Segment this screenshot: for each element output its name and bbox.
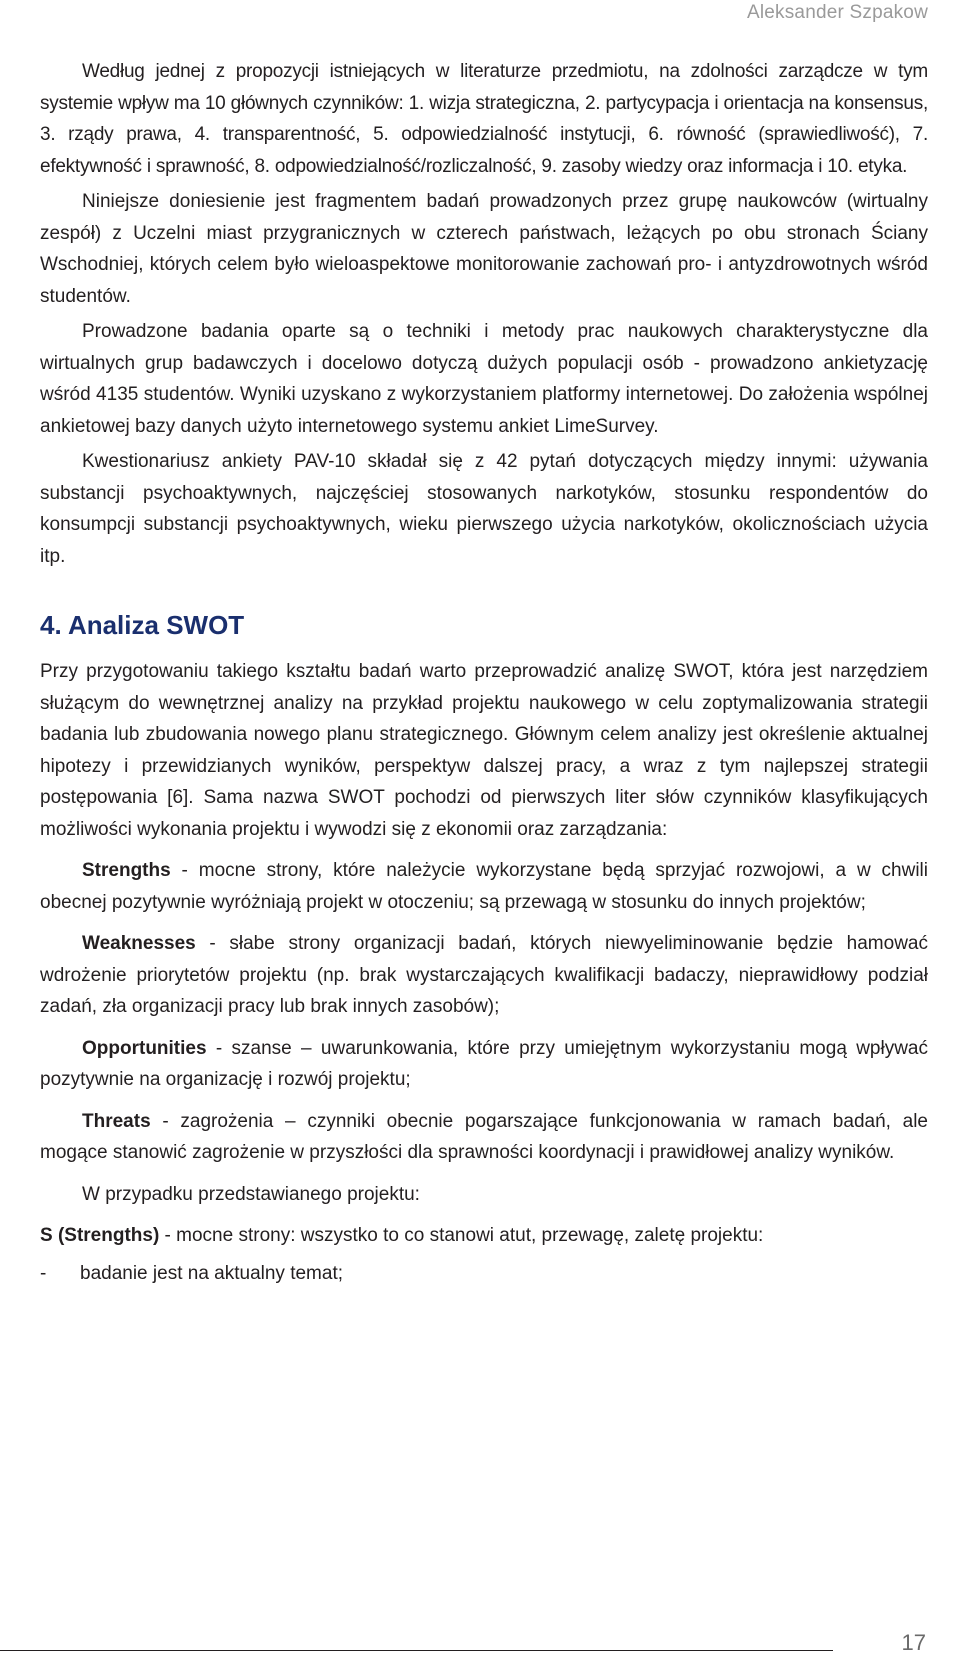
- paragraph-methods: Prowadzone badania oparte są o techniki i metody prac naukowych charakterystyczne dla wirtualnych grup badawczych i docelowo dotyczą dużych populacji osób - prowadzono ankietyzację wśród 4135 studentów. Wyniki uzyskano z wykorzystaniem platformy internetowej. Do założenia wspólnej ankietowej bazy danych użyto internetowego systemu ankiet LimeSurvey.: [40, 321, 928, 437]
- paragraph-threats: [40, 1106, 928, 1169]
- paragraph-governance-factors: Według jednej z propozycji istniejących w literaturze przedmiotu, na zdolności zarządcze w tym systemie wpływ ma 10 głównych czynników: 1. wizja strategiczna, 2. partycypacja i orientacja na konsensus, 3. rządy prawa, 4. transparentność, 5. odpowiedzialność instytucji, 6. równość (sprawiedliwość), 7. efektywność i sprawność, 8. odpowiedzialność/rozliczalność, 9. zasoby wiedzy oraz informacja i 10. etyka.: [40, 61, 928, 177]
- term-threats: Threats: [82, 1110, 151, 1132]
- page-body: [40, 56, 928, 1289]
- paragraph-project-intro: W przypadku przedstawianego projektu:: [82, 1183, 420, 1205]
- text-weaknesses: - słabe strony organizacji badań, których niewyeliminowanie będzie hamować wdrożenie priorytetów projektu (np. brak wystarczających kwalifikacji badaczy, nieprawidłowy podział zadań, zła organizacji pracy lub brak innych zasobów);: [40, 933, 928, 1017]
- text-s-strengths: - mocne strony: wszystko to co stanowi atut, przewagę, zaletę projektu:: [159, 1225, 764, 1246]
- page-number: 17: [901, 1630, 926, 1655]
- paragraph-research-group: Niniejsze doniesienie jest fragmentem badań prowadzonych przez grupę naukowców (wirtualny zespół) z Uczelni miast przygranicznych w czterech państwach, leżących po obu stronach Ściany Wschodniej, których celem było wieloaspektowe monitorowanie zachowań pro- i antyzdrowotnych wśród studentów.: [40, 191, 928, 307]
- paragraph-swot-intro: Przy przygotowaniu takiego kształtu badań warto przeprowadzić analizę SWOT, która jest narzędziem służącym do wewnętrznej analizy na przykład projektu naukowego w celu zoptymalizowania strategii badania lub zbudowania nowego planu strategicznego. Głównym celem analizy jest określenie aktualnej hipotezy i przewidzianych wyników, perspektyw dalszej pracy, a wraz z tym najlepszej strategii postępowania [6]. Sama nazwa SWOT pochodzi od pierwszych liter słów czynników klasyfikujących możliwości wykonania projektu i wywodzi się z ekonomii oraz zarządzania:: [40, 661, 928, 840]
- text-strengths: - mocne strony, które należycie wykorzystane będą sprzyjać rozwojowi, a w chwili obecnej pozytywnie wyróżniają projekt w otoczeniu; są przewagą w stosunku do innych projektów;: [40, 860, 928, 913]
- paragraph-s-strengths: [40, 1220, 928, 1252]
- paragraph-questionnaire: Kwestionariusz ankiety PAV-10 składał się z 42 pytań dotyczących między innymi: używania substancji psychoaktywnych, najczęściej stosowanych narkotyków, stosunku respondentów do konsumpcji substancji psychoaktywnych, wieku pierwszego użycia narkotyków, okolicznościach użycia itp.: [40, 451, 928, 567]
- footer-rule: [0, 1650, 833, 1651]
- paragraph-opportunities: [40, 1033, 928, 1096]
- list-bullet: -: [40, 1262, 47, 1284]
- paragraph-weaknesses: [40, 928, 928, 1023]
- term-s-strengths: S (Strengths): [40, 1225, 160, 1246]
- text-opportunities: - szanse – uwarunkowania, które przy umiejętnym wykorzystaniu mogą wpływać pozytywnie na organizację i rozwój projektu;: [40, 1037, 928, 1090]
- paragraph-strengths: [40, 855, 928, 918]
- section-heading-swot: 4. Analiza SWOT: [40, 610, 245, 640]
- running-head-author: Aleksander Szpakow: [746, 2, 928, 23]
- list-item-text: badanie jest na aktualny temat;: [80, 1262, 344, 1284]
- list-item: [40, 1258, 928, 1290]
- term-strengths: Strengths: [82, 860, 171, 881]
- text-threats: - zagrożenia – czynniki obecnie pogarszające funkcjonowania w ramach badań, ale mogące stanowić zagrożenie w przyszłości dla sprawności koordynacji i prawidłowej analizy wyników.: [40, 1110, 928, 1163]
- term-opportunities: Opportunities: [82, 1037, 207, 1059]
- term-weaknesses: Weaknesses: [82, 933, 196, 954]
